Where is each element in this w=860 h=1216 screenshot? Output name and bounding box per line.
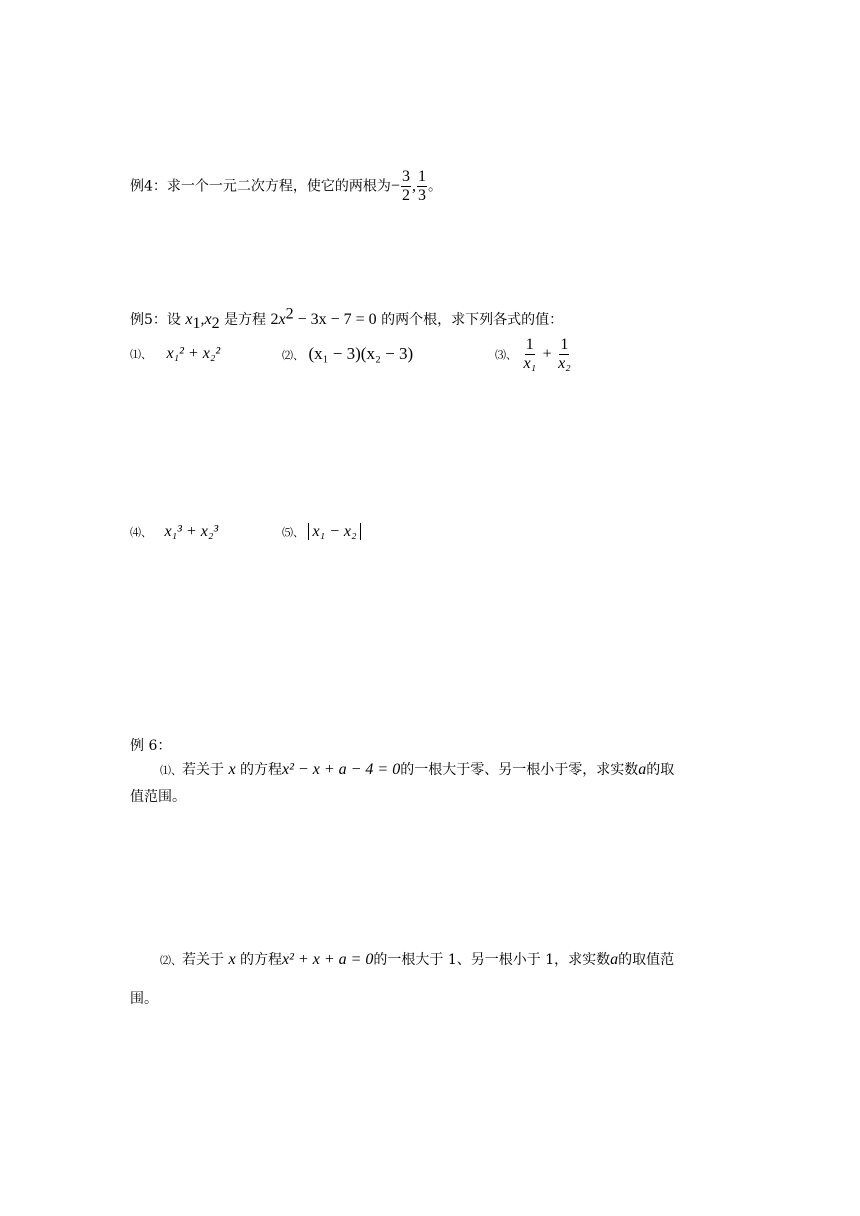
- equation: x² + x + a = 0: [282, 951, 374, 968]
- var-x2: x: [204, 311, 212, 328]
- var-x1: x: [185, 311, 193, 328]
- fraction-numerator: 1: [525, 336, 534, 353]
- item-number: ⑸、: [282, 526, 304, 539]
- eq-var: x: [278, 311, 286, 328]
- continuation: 值范围。: [130, 789, 186, 805]
- text: 的方程: [240, 762, 283, 778]
- item-expression: (x₁ − 3)(x₂ − 3): [308, 344, 414, 363]
- comma: ,: [411, 177, 416, 195]
- fraction-numerator: 1: [417, 168, 426, 185]
- item-5: [282, 522, 361, 543]
- example-6-label: 例 6：: [130, 738, 172, 754]
- var-x: x: [228, 761, 236, 778]
- fraction-one-third: [417, 168, 427, 205]
- fraction-one-over-x1: [522, 336, 537, 373]
- example-6-part-1: [130, 760, 750, 807]
- item-number: ⑴、: [130, 348, 152, 361]
- sub-1: 1: [192, 314, 201, 332]
- item-number: ⑶、: [495, 348, 517, 362]
- item-2: [282, 344, 413, 366]
- item-number: ⑵、: [282, 349, 304, 362]
- eq-coef: 2: [270, 311, 279, 328]
- item-1: [130, 344, 220, 365]
- fraction-denominator: 3: [417, 187, 426, 204]
- item-expression-absolute: x₁ − x₂: [308, 523, 360, 540]
- item-expression: x₁³ + x₂³: [164, 523, 219, 540]
- eq-rest: − 3x − 7 = 0: [293, 311, 377, 328]
- fraction-denominator: 2: [401, 187, 410, 204]
- example-5: [130, 305, 564, 332]
- var-a: a: [610, 951, 619, 968]
- eq-power: 2: [285, 305, 294, 323]
- text: 的一根大于零、另一根小于零，求实数: [400, 762, 639, 778]
- plus-sign: +: [542, 345, 552, 363]
- item-4: [130, 522, 218, 543]
- example-4-text: ：求一个一元二次方程，使它的两根为: [152, 178, 391, 195]
- example-5-tail: 的两个根，求下列各式的值：: [381, 312, 564, 328]
- fraction-numerator: 3: [401, 168, 410, 185]
- item-3: [495, 336, 573, 373]
- var-a: a: [638, 761, 647, 778]
- text: 的取值范: [618, 952, 675, 968]
- example-4: [130, 168, 442, 205]
- text: 的取: [646, 762, 675, 778]
- var-x: x: [228, 951, 236, 968]
- text: 的方程: [240, 952, 283, 968]
- equation: x² − x + a − 4 = 0: [282, 761, 401, 778]
- fraction-denominator: x₁: [523, 355, 537, 372]
- example-5-label: 例5：设: [130, 312, 181, 328]
- text: 若关于: [182, 952, 224, 968]
- part-number: ⑴、: [160, 764, 182, 777]
- comma: ,: [200, 311, 205, 328]
- example-5-mid: 是方程: [224, 312, 267, 328]
- fraction-numerator: 1: [560, 336, 569, 353]
- text: 的一根大于 1、另一根小于 1，求实数: [373, 952, 611, 968]
- example-4-end: 。: [427, 178, 442, 195]
- text: 若关于: [182, 762, 224, 778]
- fraction-denominator: x₂: [558, 355, 571, 372]
- part-number: ⑵、: [160, 954, 182, 967]
- example-6-part-2: [130, 950, 750, 1009]
- fraction-three-halves: [401, 168, 411, 205]
- continuation: 围。: [130, 991, 158, 1007]
- example-4-label: 例4: [130, 178, 153, 195]
- item-expression: x₁² + x₂²: [166, 345, 221, 362]
- sub-2: 2: [211, 314, 220, 332]
- example-4-neg: −: [390, 177, 400, 195]
- fraction-one-over-x2: [557, 336, 572, 373]
- item-number: ⑷、: [130, 526, 152, 539]
